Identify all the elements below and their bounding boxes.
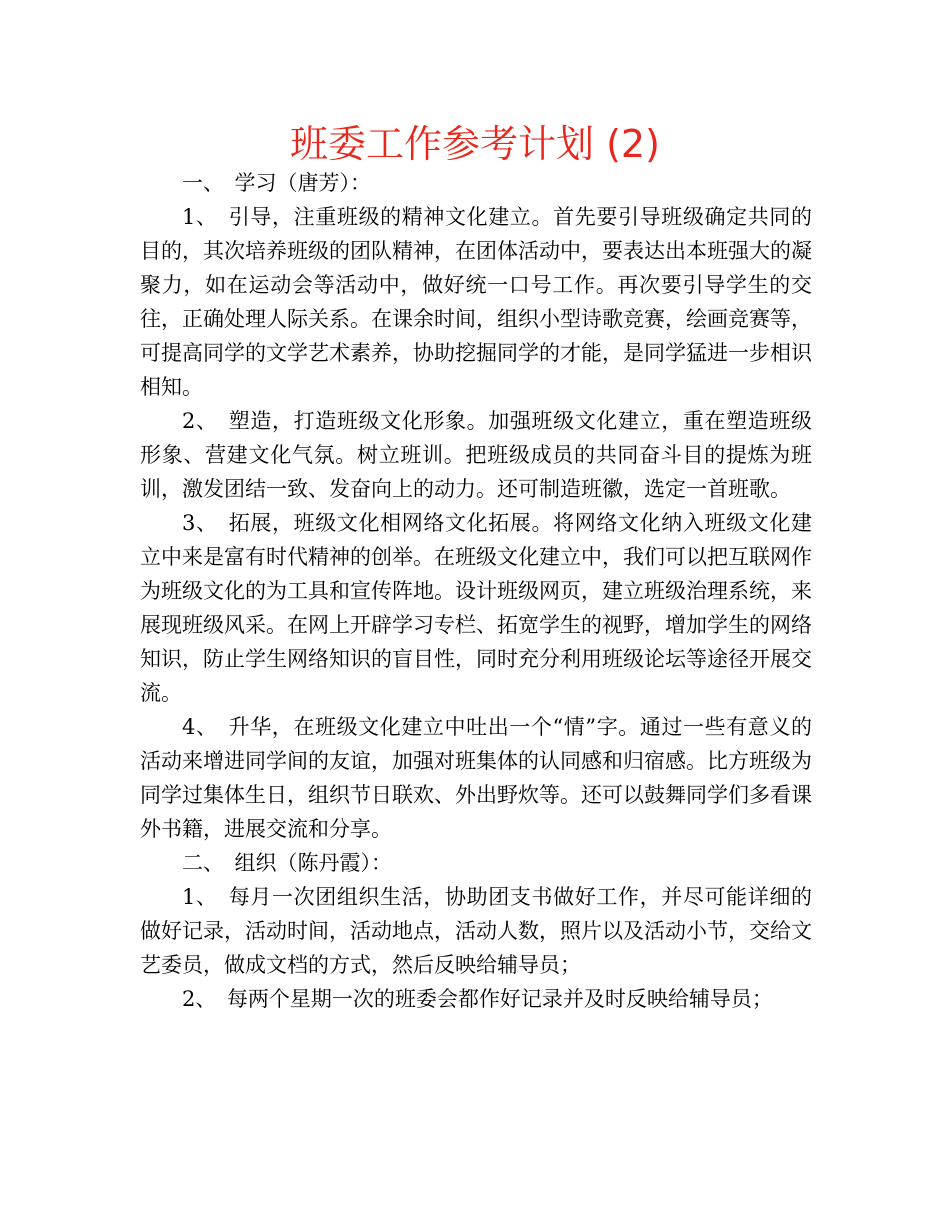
paragraph-study-3: 3、 拓展，班级文化相网络文化拓展。将网络文化纳入班级文化建立中来是富有时代精神的创举。在班级文化建立中，我们可以把互联网作为班级文化的为工具和宣传阵地。设计班级网页，建立班级治理系统，来展现班级风采。在网上开辟学习专栏、拓宽学生的视野，增加学生的网络知识，防止学生网络知识的盲目性，同时充分利用班级论坛等途径开展交流。	[140, 511, 812, 705]
document-title: 班委工作参考计划 (2)	[290, 122, 660, 166]
paragraph-organization-2: 2、 每两个星期一次的班委会都作好记录并及时反映给辅导员；	[182, 987, 773, 1011]
heading-study: 一、 学习（唐芳）：	[182, 171, 371, 195]
paragraph-study-2: 2、 塑造，打造班级文化形象。加强班级文化建立，重在塑造班级形象、营建文化气氛。树立班训。把班级成员的共同奋斗目的提炼为班训，激发团结一致、发奋向上的动力。还可制造班徽，选定一首班歌。	[140, 409, 812, 501]
paragraph-organization-1: 1、 每月一次团组织生活，协助团支书做好工作，并尽可能详细的做好记录，活动时间，活动地点，活动人数，照片以及活动小节，交给文艺委员，做成文档的方式，然后反映给辅导员；	[140, 885, 812, 977]
heading-organization: 二、 组织（陈丹霞）：	[182, 851, 392, 875]
paragraph-study-1: 1、 引导，注重班级的精神文化建立。首先要引导班级确定共同的目的，其次培养班级的团队精神，在团体活动中，要表达出本班强大的凝聚力，如在运动会等活动中，做好统一口号工作。再次要引导学生的交往，正确处理人际关系。在课余时间，组织小型诗歌竞赛，绘画竞赛等，可提高同学的文学艺术素养，协助挖掘同学的才能，是同学猛进一步相识相知。	[140, 205, 812, 399]
paragraph-study-4: 4、 升华，在班级文化建立中吐出一个“情”字。通过一些有意义的活动来增进同学间的友谊，加强对班集体的认同感和归宿感。比方班级为同学过集体生日，组织节日联欢、外出野炊等。还可以鼓舞同学们多看课外书籍，进展交流和分享。	[140, 715, 812, 841]
document-body	[140, 166, 812, 1016]
